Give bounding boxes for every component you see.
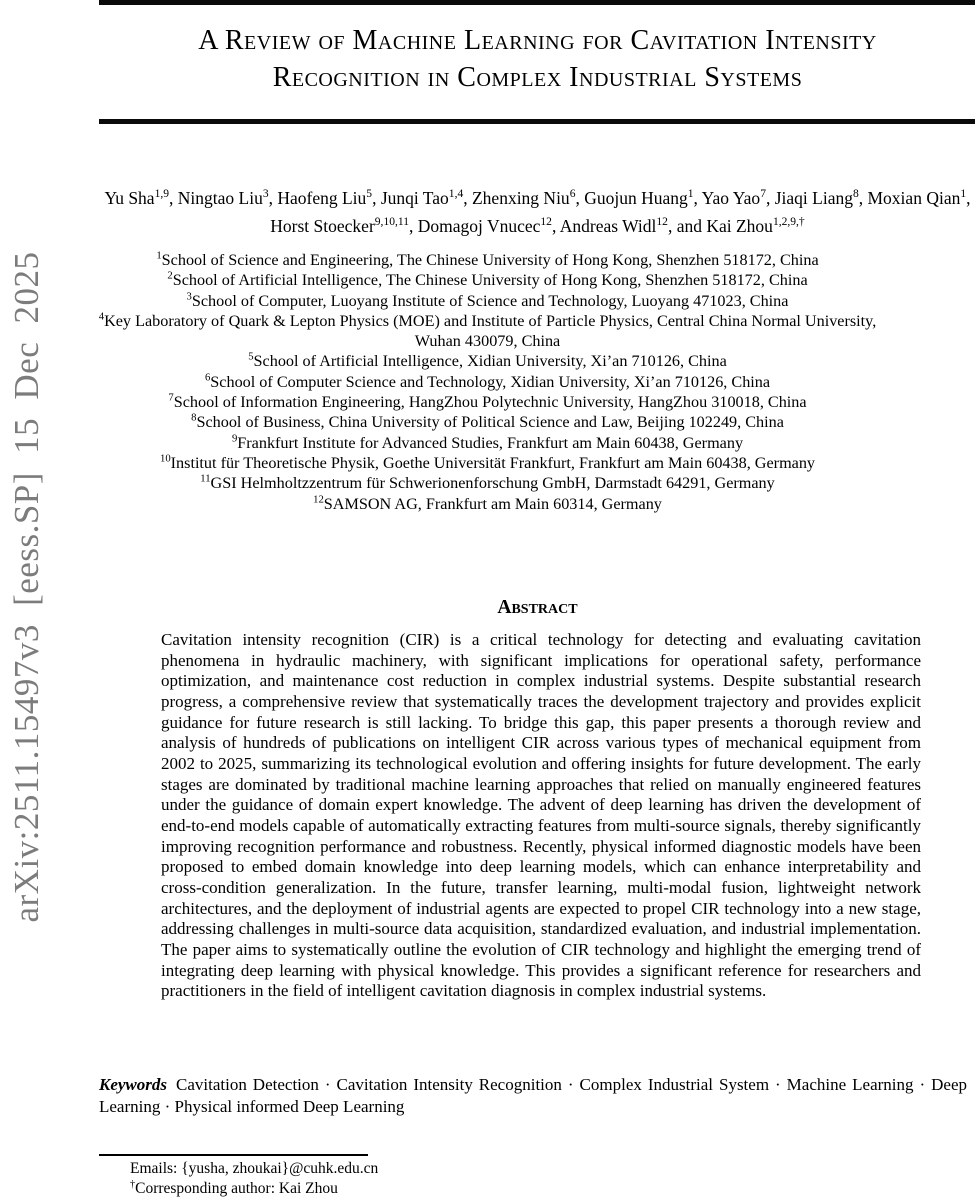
author-sep: , [372,188,381,208]
author [381,188,472,208]
author-sup: 3 [262,188,269,201]
affiliation-line [0,412,975,432]
affiliation-sup: 8 [191,411,197,424]
author-sup: 1 [687,188,694,201]
affiliation-text: SAMSON AG, Frankfurt am Main 60314, Germany [323,494,662,513]
author [775,188,868,208]
author-sep: , [966,188,971,208]
author-sup: 7 [760,188,766,201]
abstract-text: Cavitation intensity recognition (CIR) is a critical technology for detecting and evaluating cavitation phenomena in hydraulic machinery, with significant implications for operational safety, performance optimization, and maintenance cost reduction in complex industrial systems. Despite substantial research progress, a comprehensive review that systematically traces the development trajectory and provides explicit guidance for future research is still lacking. To bridge this gap, this paper presents a thorough review and analysis of hundreds of publications on intelligent CIR across various types of mechanical equipment from 2002 to 2025, summarizing its technological evolution and offering insights for future development. The early stages are dominated by traditional machine learning approaches that relied on manually engineered features under the guidance of domain expert knowledge. The advent of deep learning has driven the development of end-to-end models capable of automatically extracting features from multi-source signals, thereby significantly improving recognition performance and robustness. Recently, physical informed diagnostic models have been proposed to embed domain knowledge into deep learning models, which can enhance interpretability and cross-condition generalization. In the future, transfer learning, multi-modal fusion, lightweight network architectures, and the deployment of industrial agents are expected to propel CIR technology into a new stage, addressing challenges in multi-source data acquisition, standardized evaluation, and industrial implementation. The paper aims to systematically outline the evolution of CIR technology and highlight the emerging trend of integrating deep learning with physical knowledge. This provides a significant reference for researchers and practitioners in the field of intelligent cavitation diagnosis in complex industrial systems. [161,630,921,1001]
author [105,188,178,208]
affiliation-sup: 4 [98,310,105,323]
author-list [99,184,975,240]
affiliation-sup: 9 [231,432,238,445]
author [560,216,677,236]
author-sup: 5 [366,188,373,201]
author-sup: 1 [960,188,967,201]
affiliation-line [0,494,975,514]
affiliation-line [0,311,975,331]
author-sup: 1,9 [154,188,170,201]
affiliation-text: School of Business, China University of Political Science and Law, Beijing 102249, China [196,413,784,432]
author [270,216,417,236]
author-sep: , [858,188,868,208]
author-name: Guojun Huang [584,188,688,208]
affiliation-text: School of Artificial Intelligence, Xidian University, Xi’an 710126, China [253,352,727,371]
affiliation-line [0,250,975,270]
author-name: Yu Sha [104,188,155,208]
affiliation-sup: 11 [200,472,211,485]
dagger-mark: † [130,1178,136,1190]
affiliation-line [0,473,975,493]
keywords-block [99,1074,967,1117]
author [677,216,805,236]
affiliation-text: School of Information Engineering, HangZhou Polytechnic University, HangZhou 310018, China [173,393,807,412]
affiliation-text: Institut für Theoretische Physik, Goethe Universität Frankfurt, Frankfurt am Main 60438, Germany [170,453,816,472]
abstract-heading: Abstract [497,597,578,618]
affiliation-line [0,291,975,311]
affiliation-text: Key Laboratory of Quark & Lepton Physics (MOE) and Institute of Particle Physics, Central China Normal University, [104,311,877,330]
affiliation-line [0,392,975,412]
affiliation-line [0,433,975,453]
author [868,188,971,208]
author-sup: 12 [656,216,668,229]
author [418,216,560,236]
author-sep: , [169,188,178,208]
keywords-label: Keywords [99,1075,167,1094]
author-name: Domagoj Vnucec [417,216,541,236]
affiliation-text: Frankfurt Institute for Advanced Studies, Frankfurt am Main 60438, Germany [237,433,744,452]
affiliation-text: School of Artificial Intelligence, The Chinese University of Hong Kong, Shenzhen 518172, China [172,271,808,290]
author-name: Jiaqi Liang [774,188,853,208]
paper-title-line1: A Review of Machine Learning for Cavitation Intensity [198,25,877,56]
footnote-corresponding [130,1179,770,1199]
footnote-corresponding-text: Corresponding author: Kai Zhou [135,1180,338,1197]
affiliation-line [0,372,975,392]
affiliation-text: School of Computer, Luoyang Institute of Science and Technology, Luoyang 471023, China [191,291,789,310]
affiliation-line [0,351,975,371]
author-name: and Kai Zhou [676,216,773,236]
affiliation-sup: 7 [168,391,174,404]
author-sup: 1,2,9,† [772,216,805,229]
affiliation-text: Wuhan 430079, China [414,332,561,351]
author [178,188,278,208]
title-rule-bottom [99,119,975,124]
affiliation-line [0,453,975,473]
affiliation-list [0,250,975,514]
arxiv-watermark: arXiv:2511.15497v3 [eess.SP] 15 Dec 2025 [7,251,46,923]
author-sup: 1,4 [448,188,464,201]
author-sup: 9,10,11 [374,216,409,229]
author-sep: , [551,216,560,236]
author-sep: , [667,216,677,236]
author-name: Haofeng Liu [277,188,367,208]
affiliation-sup: 5 [248,351,254,364]
affiliation-sup: 6 [204,371,211,384]
footnote-emails: Emails: {yusha, zhoukai}@cuhk.edu.cn [130,1160,379,1177]
paper-title [99,22,975,96]
affiliation-line [0,270,975,290]
author-name: Junqi Tao [380,188,449,208]
author-name: Ningtao Liu [177,188,263,208]
author-name: Horst Stoecker [270,216,375,236]
author-sep: , [463,188,472,208]
author [584,188,701,208]
author-sep: , [765,188,775,208]
affiliation-sup: 1 [156,249,162,262]
footnote-block [130,1159,770,1199]
author-name: Andreas Widl [559,216,657,236]
affiliation-sup: 3 [186,290,192,303]
author-sep: , [268,188,278,208]
author-sep: , [575,188,585,208]
author-name: Moxian Qian [867,188,961,208]
author-sup: 12 [540,216,552,229]
affiliation-line [0,331,975,351]
author-sep: , [693,188,702,208]
author-sup: 8 [852,188,859,201]
author [277,188,380,208]
author [472,188,584,208]
affiliation-sup: 12 [313,493,324,506]
author-sup: 6 [569,188,576,201]
author-name: Yao Yao [701,188,761,208]
paper-title-line2: Recognition in Complex Industrial Systems [272,62,803,93]
author [702,188,775,208]
affiliation-text: School of Science and Engineering, The Chinese University of Hong Kong, Shenzhen 518172, China [161,251,819,269]
affiliation-text: School of Computer Science and Technology, Xidian University, Xi’an 710126, China [210,372,771,391]
keywords-text: Cavitation Detection · Cavitation Intensity Recognition · Complex Industrial System · Machine Learning · Deep Learning · Physical informed Deep Learning [99,1075,967,1116]
footnote-rule [99,1154,368,1156]
title-rule-top [99,0,975,5]
affiliation-text: GSI Helmholtzzentrum für Schwerionenforschung GmbH, Darmstadt 64291, Germany [210,474,775,493]
author-name: Zhenxing Niu [471,188,570,208]
affiliation-sup: 10 [159,452,171,465]
affiliation-sup: 2 [167,269,173,282]
author-sep: , [409,216,418,236]
